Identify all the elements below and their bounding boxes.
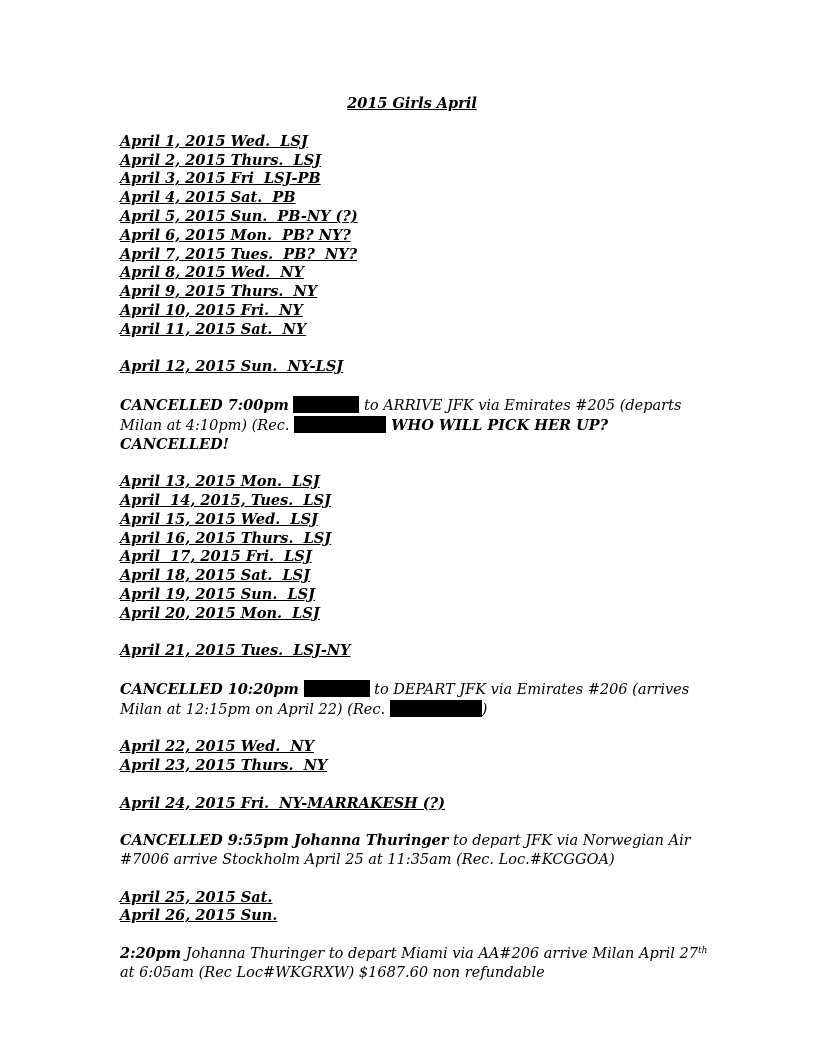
note-text: Johanna Thuringer to depart Miami via AA#206 arrive Milan April 27 — [181, 946, 699, 963]
spacer — [120, 870, 710, 889]
date-line: April 26, 2015 Sun. — [120, 907, 278, 925]
spacer — [120, 776, 710, 795]
note-text-end: at 6:05am (Rec Loc#WKGRXW) $1687.60 non refundable — [120, 964, 545, 981]
date-list-april-1-11 — [120, 133, 710, 340]
note-text: to ARRIVE JFK via Emirates #205 (departs Milan at 4:10pm) (Rec. — [120, 397, 682, 434]
ordinal-suffix: th — [698, 946, 708, 957]
date-line: April 17, 2015 Fri. LSJ — [120, 548, 312, 566]
spacer — [120, 813, 710, 832]
date-line: April 9, 2015 Thurs. NY — [120, 283, 318, 301]
date-line: April 11, 2015 Sat. NY — [120, 320, 307, 338]
flight-note-cancelled-arrival — [120, 396, 710, 454]
note-lead: 2:20pm — [120, 945, 182, 963]
date-line: April 3, 2015 Fri LSJ-PB — [120, 170, 321, 188]
note-lead: CANCELLED 9:55pm Johanna Thuringer — [120, 832, 449, 850]
flight-note-miami-milan — [120, 945, 710, 983]
spacer — [120, 661, 710, 680]
date-line: April 6, 2015 Mon. PB? NY? — [120, 226, 351, 244]
date-line: April 18, 2015 Sat. LSJ — [120, 567, 311, 585]
date-line: April 5, 2015 Sun. PB-NY (?) — [120, 207, 358, 225]
note-text: to depart JFK via Norwegian Air #7006 arrive Stockholm April 25 at 11:35am (Rec. Loc.#KCGGOA) — [120, 833, 691, 869]
spacer — [120, 340, 710, 359]
date-line: April 12, 2015 Sun. NY-LSJ — [120, 358, 344, 376]
flight-note-cancelled-departure — [120, 680, 710, 720]
document-page — [120, 94, 710, 983]
spacer — [120, 114, 710, 133]
date-line: April 7, 2015 Tues. PB? NY? — [120, 245, 358, 263]
date-line: April 15, 2015 Wed. LSJ — [120, 510, 318, 528]
spacer — [120, 454, 710, 473]
date-line: April 20, 2015 Mon. LSJ — [120, 604, 320, 622]
redaction-box — [293, 396, 359, 413]
redaction-box — [304, 680, 370, 697]
date-line: April 23, 2015 Thurs. NY — [120, 757, 328, 775]
date-line: April 1, 2015 Wed. LSJ — [120, 132, 308, 150]
date-line: April 22, 2015 Wed. NY — [120, 738, 314, 756]
redaction-box — [294, 416, 386, 433]
date-line: April 21, 2015 Tues. LSJ-NY — [120, 642, 351, 660]
flight-note-cancelled-stockholm — [120, 832, 710, 870]
redaction-box — [390, 700, 482, 717]
note-text-end: ) — [481, 701, 488, 718]
date-line: April 16, 2015 Thurs. LSJ — [120, 529, 332, 547]
date-line: April 4, 2015 Sat. PB — [120, 189, 296, 207]
date-line: April 19, 2015 Sun. LSJ — [120, 585, 315, 603]
date-line: April 24, 2015 Fri. NY-MARRAKESH (?) — [120, 794, 446, 812]
spacer — [120, 377, 710, 396]
note-lead: CANCELLED 10:20pm — [120, 680, 299, 698]
note-lead: CANCELLED 7:00pm — [120, 396, 289, 414]
spacer — [120, 720, 710, 739]
date-line: April 2, 2015 Thurs. LSJ — [120, 151, 322, 169]
spacer — [120, 926, 710, 945]
note-tail: WHO WILL PICK HER UP? CANCELLED! — [120, 416, 609, 453]
note-text: to DEPART JFK via Emirates #206 (arrives Milan at 12:15pm on April 22) (Rec. — [120, 681, 690, 718]
date-line: April 8, 2015 Wed. NY — [120, 264, 304, 282]
date-line: April 14, 2015, Tues. LSJ — [120, 491, 331, 509]
date-line: April 10, 2015 Fri. NY — [120, 301, 303, 319]
date-line: April 13, 2015 Mon. LSJ — [120, 473, 320, 491]
document-title: 2015 Girls April — [347, 95, 477, 112]
spacer — [120, 624, 710, 643]
date-list-april-13-20 — [120, 473, 710, 623]
date-line: April 25, 2015 Sat. — [120, 888, 273, 906]
